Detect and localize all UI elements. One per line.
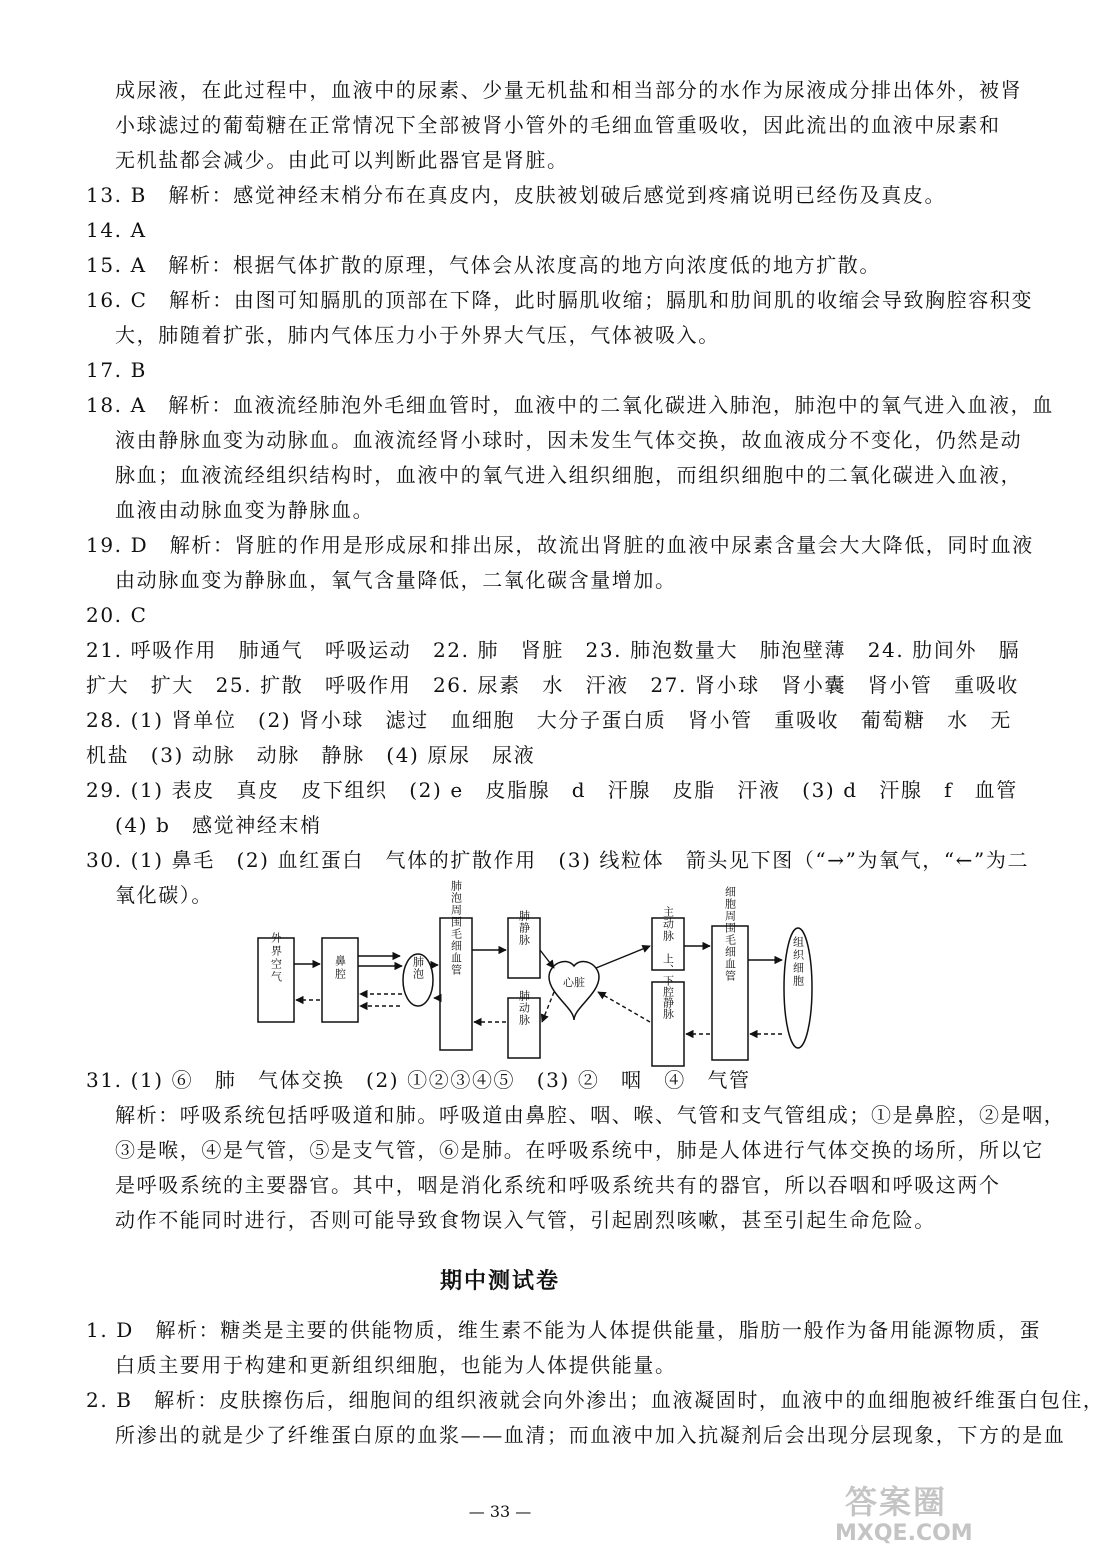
- nasal-cavity-label: 鼻腔: [333, 955, 347, 981]
- text-line: 1. D 解析：糖类是主要的供能物质，维生素不能为人体提供能量，脂肪一般作为备用能源物质，蛋: [86, 1318, 1042, 1342]
- text-line: 机盐 (3) 动脉 动脉 静脉 (4) 原尿 尿液: [86, 743, 536, 767]
- text-line: 无机盐都会减少。由此可以判断此器官是肾脏。: [115, 148, 569, 172]
- page-number: — 33 —: [468, 1502, 532, 1521]
- text-line: 小球滤过的葡萄糖在正常情况下全部被肾小管外的毛细血管重吸收，因此流出的血液中尿素和: [115, 113, 1001, 137]
- text-line: 31. (1) ⑥ 肺 气体交换 (2) ①②③④⑤ (3) ② 咽 ④ 气管: [86, 1068, 751, 1092]
- text-line: 所渗出的就是少了纤维蛋白原的血浆——血清；而血液中加入抗凝剂后会出现分层现象，下方的是血: [115, 1423, 1066, 1447]
- arrow-oxygen: [596, 946, 650, 968]
- watermark-text: 答案圈: [845, 1483, 948, 1521]
- text-line: 液由静脉血变为动脉血。血液流经肾小球时，因未发生气体交换，故血液成分不变化，仍然是动: [115, 428, 1023, 452]
- aorta-label: 主动脉: [661, 906, 675, 942]
- text-line: 15. A 解析：根据气体扩散的原理，气体会从浓度高的地方向浓度低的地方扩散。: [86, 253, 882, 277]
- text-line: 21. 呼吸作用 肺通气 呼吸运动 22. 肺 肾脏 23. 肺泡数量大 肺泡壁薄 24. 肋间外 膈: [86, 638, 1021, 662]
- section-title: 期中测试卷: [439, 1269, 560, 1294]
- text-line: 大，肺随着扩张，肺内气体压力小于外界大气压，气体被吸入。: [115, 323, 720, 347]
- text-line: 14. A: [86, 218, 147, 242]
- text-line: 氧化碳）。: [115, 883, 213, 907]
- circulation-diagram: [250, 880, 810, 1070]
- text-line: 脉血；血液流经组织结构时，血液中的氧气进入组织细胞，而组织细胞中的二氧化碳进入血液，: [115, 463, 1023, 487]
- text-line: 19. D 解析：肾脏的作用是形成尿和排出尿，故流出肾脏的血液中尿素含量会大大降低，同时血液: [86, 533, 1034, 557]
- text-line: 解析：呼吸系统包括呼吸道和肺。呼吸道由鼻腔、咽、喉、气管和支气管组成；①是鼻腔，②是咽，: [115, 1103, 1066, 1127]
- text-line: 13. B 解析：感觉神经末梢分布在真皮内，皮肤被划破后感觉到疼痛说明已经伤及真皮。: [86, 183, 947, 207]
- text-line: 成尿液，在此过程中，血液中的尿素、少量无机盐和相当部分的水作为尿液成分排出体外，被肾: [115, 78, 1023, 102]
- text-line: (4) b 感觉神经末梢: [115, 813, 322, 837]
- text-line: 20. C: [86, 603, 148, 627]
- arrow-co2: [542, 992, 554, 1022]
- text-line: 由动脉血变为静脉血，氧气含量降低，二氧化碳含量增加。: [115, 568, 677, 592]
- pulmonary-artery-label: 肺动脉: [517, 990, 531, 1026]
- text-line: ③是喉，④是气管，⑤是支气管，⑥是肺。在呼吸系统中，肺是人体进行气体交换的场所，所以它: [115, 1138, 1044, 1162]
- text-line: 白质主要用于构建和更新组织细胞，也能为人体提供能量。: [115, 1353, 677, 1377]
- heart-shape: [549, 962, 599, 1020]
- text-line: 2. B 解析：皮肤擦伤后，细胞间的组织液就会向外渗出；血液凝固时，血液中的血细胞被纤维蛋白包住，: [86, 1388, 1105, 1412]
- text-line: 血液由动脉血变为静脉血。: [115, 498, 375, 522]
- text-line: 动作不能同时进行，否则可能导致食物误入气管，引起剧烈咳嗽，甚至引起生命危险。: [115, 1208, 936, 1232]
- arrow-oxygen: [540, 950, 554, 968]
- pulmonary-vein-label: 肺静脉: [517, 910, 531, 946]
- text-line: 扩大 扩大 25. 扩散 呼吸作用 26. 尿素 水 汗液 27. 肾小球 肾小囊 肾小管 重吸收: [86, 673, 1019, 697]
- text-line: 18. A 解析：血液流经肺泡外毛细血管时，血液中的二氧化碳进入肺泡，肺泡中的氧气进入血液，血: [86, 393, 1054, 417]
- alveolus-label: 肺泡: [411, 956, 425, 980]
- heart-label: 心脏: [563, 976, 585, 989]
- outside-air-label: 外界空气: [269, 932, 283, 984]
- text-line: 16. C 解析：由图可知膈肌的顶部在下降，此时膈肌收缩；膈肌和肋间肌的收缩会导致胸腔容积变: [86, 288, 1034, 312]
- text-line: 28. (1) 肾单位 (2) 肾小球 滤过 血细胞 大分子蛋白质 肾小管 重吸收 葡萄糖 水 无: [86, 708, 1012, 732]
- tissue-cells-label: 组织细胞: [791, 936, 805, 988]
- watermark-logo: [815, 1475, 1000, 1551]
- text-line: 29. (1) 表皮 真皮 皮下组织 (2) e 皮脂腺 d 汗腺 皮脂 汗液 (3) d 汗腺 f 血管: [86, 778, 1018, 802]
- vena-cava-label: 上、下腔静脉: [661, 953, 675, 1019]
- text-line: 30. (1) 鼻毛 (2) 血红蛋白 气体的扩散作用 (3) 线粒体 箭头见下图（“→”为氧气，“←”为二: [86, 848, 1030, 872]
- watermark-url: MXQE.COM: [835, 1521, 973, 1546]
- tissue-capillary-label: 细胞周围毛细血管: [723, 886, 737, 982]
- text-line: 是呼吸系统的主要器官。其中，咽是消化系统和呼吸系统共有的器官，所以吞咽和呼吸这两个: [115, 1173, 1001, 1197]
- lung-capillary-label: 肺泡周围毛细血管: [449, 880, 463, 976]
- text-line: 17. B: [86, 358, 147, 382]
- arrow-co2: [598, 992, 650, 1022]
